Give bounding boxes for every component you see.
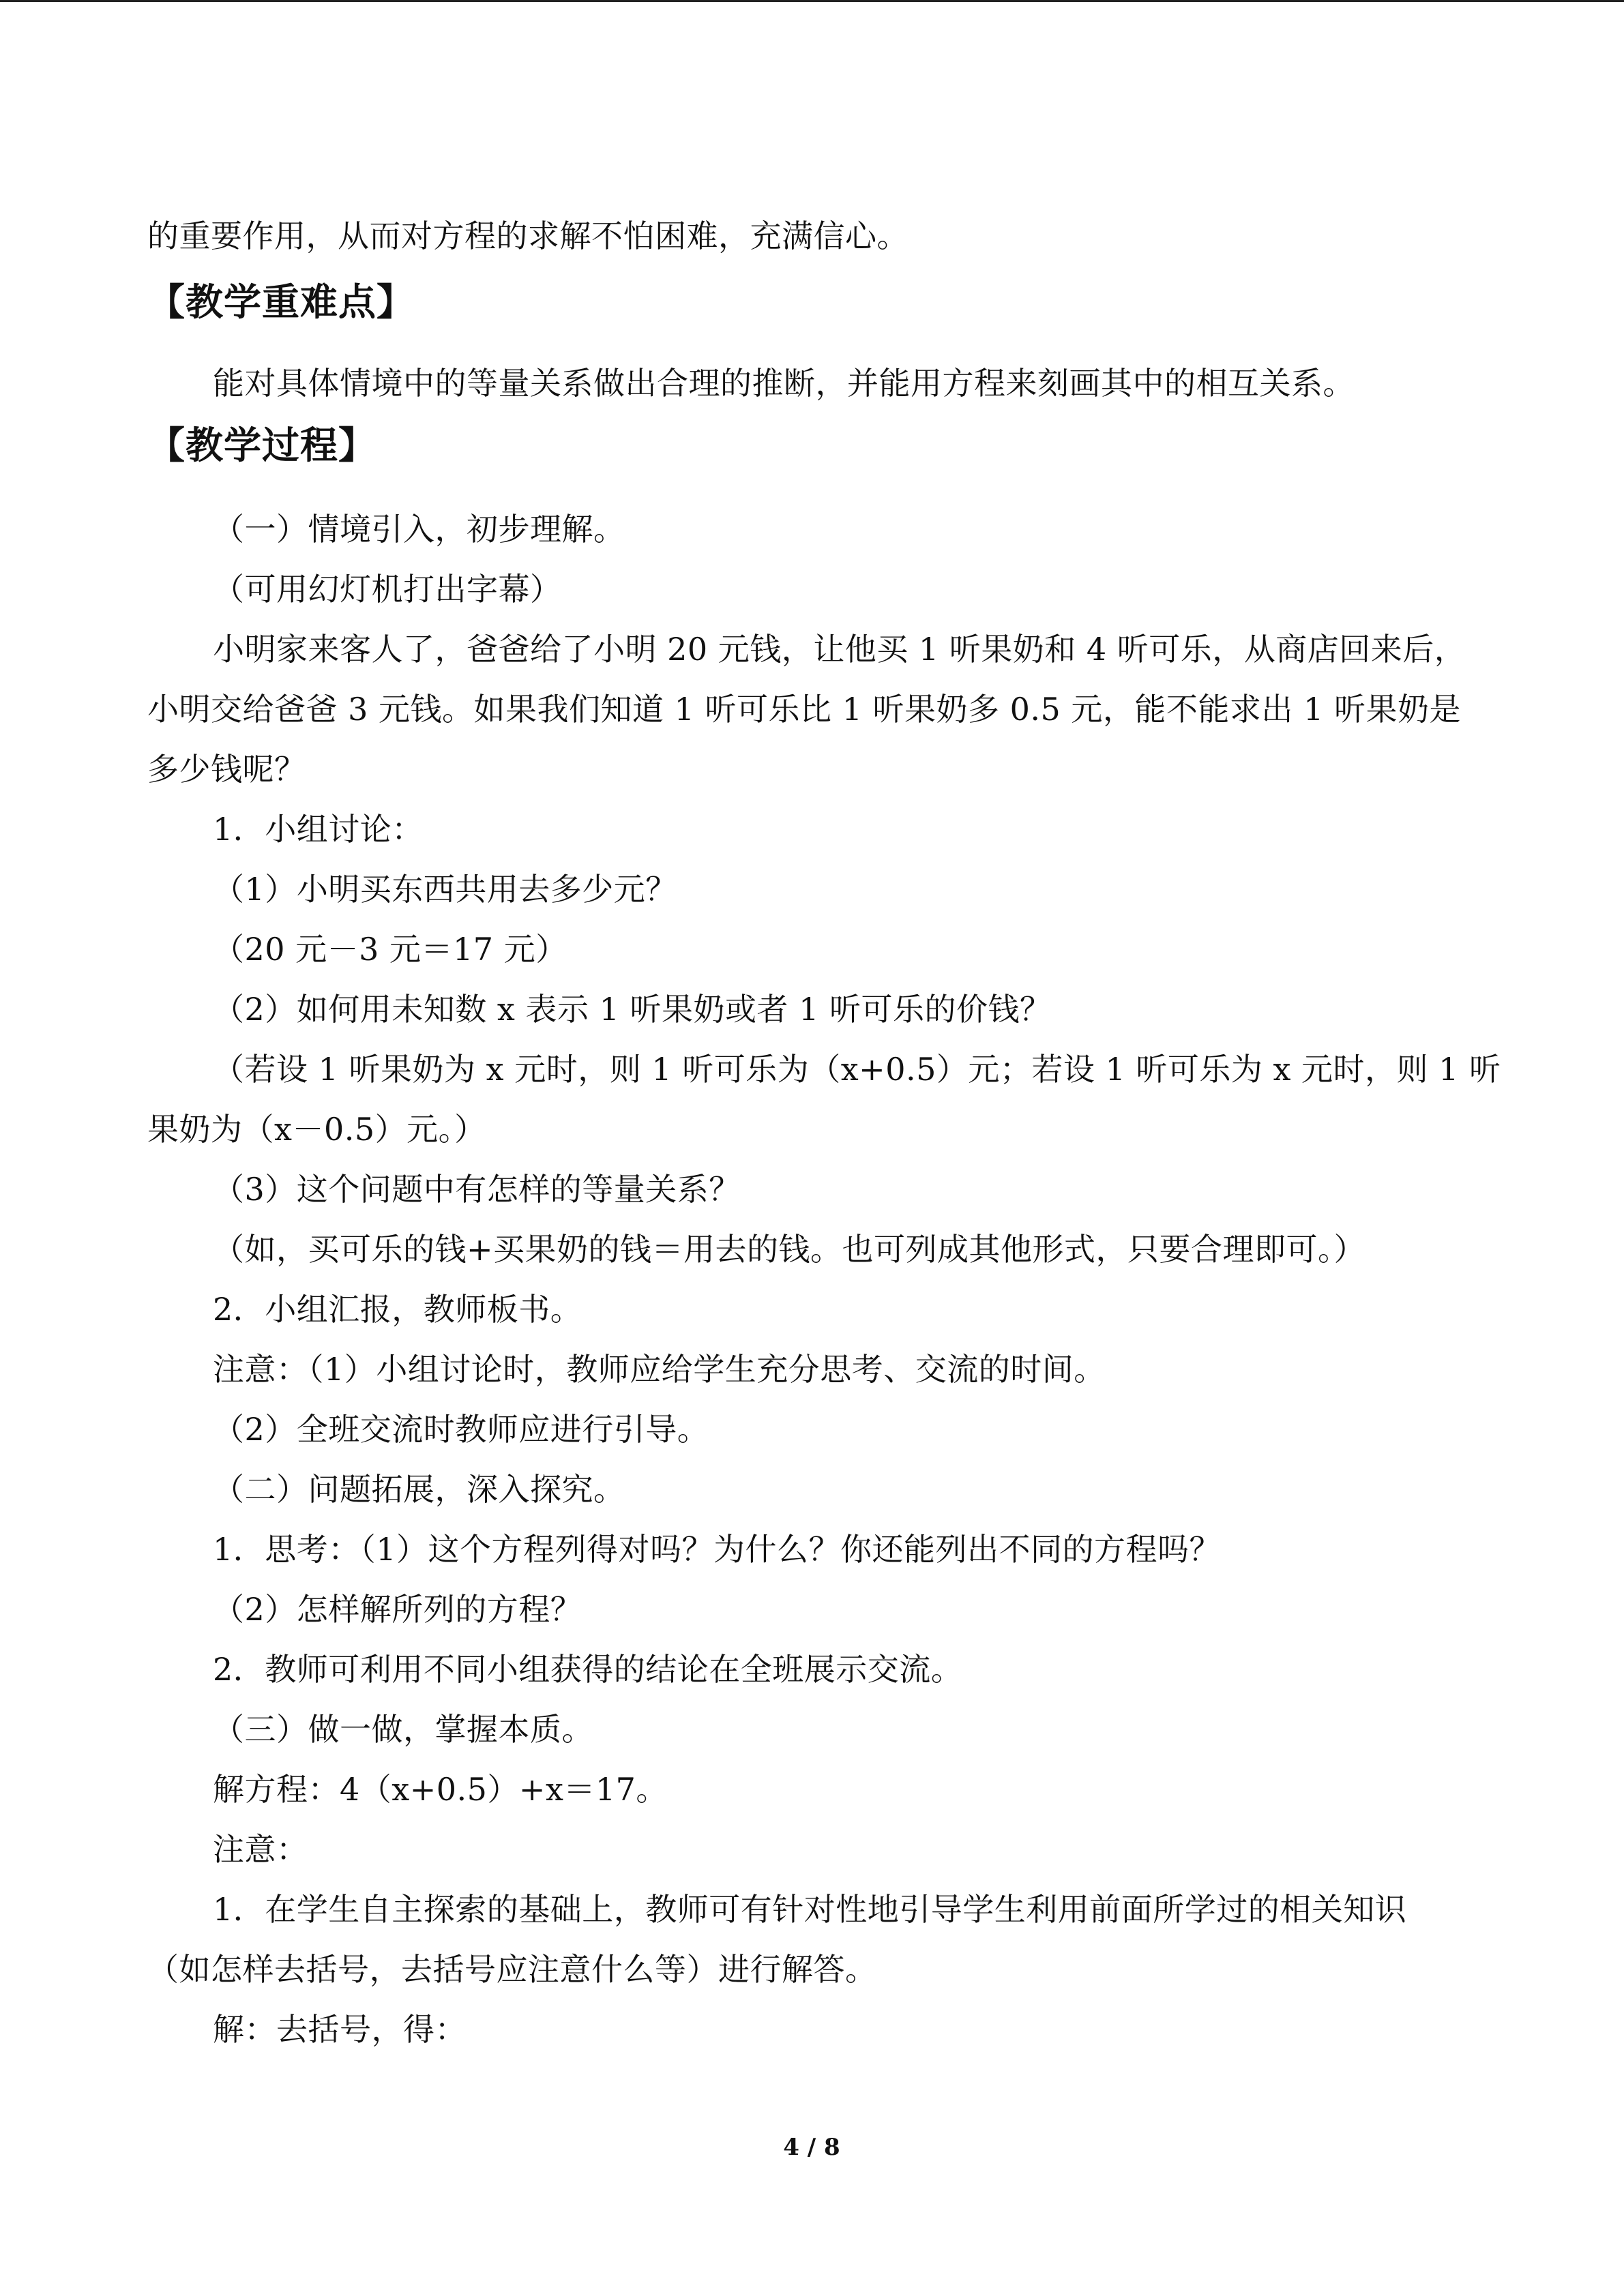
paragraph-line: （若设 1 听果奶为 x 元时，则 1 听可乐为（x+0.5）元；若设 1 听可乐为 x 元时，则 1 听 xyxy=(213,1051,1501,1088)
paragraph-line: （三）做一做，掌握本质。 xyxy=(213,1711,593,1748)
section-heading-key-points: 【教学重难点】 xyxy=(147,280,415,324)
paragraph-line: 解方程：4（x+0.5）+x＝17。 xyxy=(213,1771,668,1808)
paragraph-line: 1．思考：（1）这个方程列得对吗？为什么？你还能列出不同的方程吗？ xyxy=(213,1531,1222,1568)
section-heading-process: 【教学过程】 xyxy=(147,423,377,467)
paragraph-line: （3）这个问题中有怎样的等量关系？ xyxy=(213,1171,741,1208)
paragraph-line: 解：去括号，得： xyxy=(213,2011,467,2048)
paragraph-line: 的重要作用，从而对方程的求解不怕困难，充满信心。 xyxy=(147,218,909,254)
paragraph-line: 注意：（1）小组讨论时，教师应给学生充分思考、交流的时间。 xyxy=(213,1351,1106,1388)
paragraph-line: 小明交给爸爸 3 元钱。如果我们知道 1 听可乐比 1 听果奶多 0.5 元，能不能求出 1 听果奶是 xyxy=(147,691,1461,728)
paragraph-line: （2）如何用未知数 x 表示 1 听果奶或者 1 听可乐的价钱？ xyxy=(213,991,1052,1028)
paragraph-line: （二）问题拓展，深入探究。 xyxy=(213,1471,625,1508)
paragraph-line: 能对具体情境中的等量关系做出合理的推断，并能用方程来刻画其中的相互关系。 xyxy=(213,365,1355,402)
paragraph-line: 多少钱呢？ xyxy=(147,751,306,788)
paragraph-line: 2．教师可利用不同小组获得的结论在全班展示交流。 xyxy=(213,1651,963,1688)
paragraph-line: （2）全班交流时教师应进行引导。 xyxy=(213,1411,709,1448)
paragraph-line: 小明家来客人了，爸爸给了小明 20 元钱，让他买 1 听果奶和 4 听可乐，从商店回来后， xyxy=(213,631,1466,668)
paragraph-line: （如怎样去括号，去括号应注意什么等）进行解答。 xyxy=(147,1951,877,1988)
top-border-line xyxy=(0,0,1624,2)
paragraph-line: 1．小组讨论： xyxy=(213,811,424,848)
paragraph-line: 1．在学生自主探索的基础上，教师可有针对性地引导学生利用前面所学过的相关知识 xyxy=(213,1891,1407,1928)
paragraph-line: 注意： xyxy=(213,1831,308,1868)
paragraph-line: （1）小明买东西共用去多少元？ xyxy=(213,871,677,908)
page-number: 4 / 8 xyxy=(783,2134,840,2161)
paragraph-line: （一）情境引入，初步理解。 xyxy=(213,511,625,548)
paragraph-line: （可用幻灯机打出字幕） xyxy=(213,571,562,608)
paragraph-line: 果奶为（x－0.5）元。） xyxy=(147,1111,486,1148)
paragraph-line: （20 元－3 元＝17 元） xyxy=(213,931,567,968)
paragraph-line: （2）怎样解所列的方程？ xyxy=(213,1591,582,1628)
paragraph-line: （如，买可乐的钱+买果奶的钱＝用去的钱。也可列成其他形式，只要合理即可。） xyxy=(213,1231,1366,1268)
paragraph-line: 2．小组汇报，教师板书。 xyxy=(213,1291,582,1328)
